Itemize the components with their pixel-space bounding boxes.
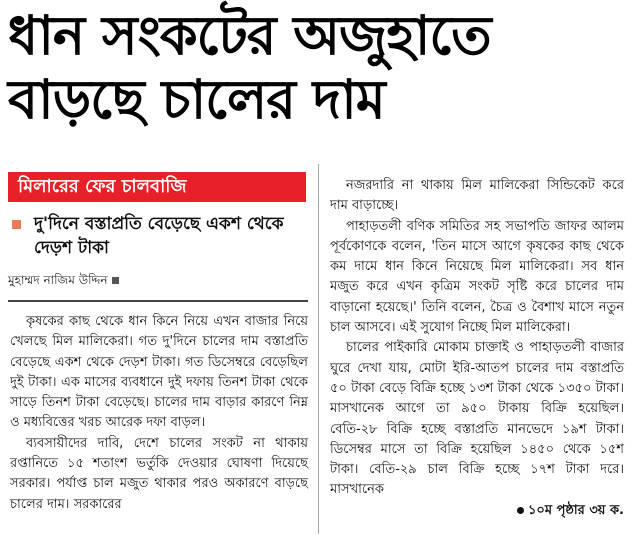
square-bullet-icon [12, 220, 21, 229]
article-column-2 [330, 176, 624, 521]
headline-line-1: ধান সংকটের অজুহাতে [8, 4, 491, 67]
section-banner: মিলারের ফের চালবাজি [8, 172, 306, 202]
paragraph: কৃষকের কাছ থেকে ধান কিনে নিয়ে এখন বাজার নিয়ে খেলছে মিল মালিকেরা। গত দু'দিনে চালের দাম বস্তাপ্রতি বেড়েছে একশ থেকে দেড়শ টাকা। গত ডিসেম্বরে বেড়েছিল দুই টাকা। এক মাসের ব্যবধানে দুই দফায় তিনশ টাকা থেকে সাড়ে তিনশ টাকা বেড়েছে। চালের দাম বাড়ার কারণে নিম্ন ও মধ্যবিত্তের খরচ আরেক দফা বাড়ল। [10, 314, 308, 431]
bullet-dot-icon [517, 507, 524, 514]
subheadline-text: দু'দিনে বস্তাপ্রতি বেড়েছে একশ থেকে দেড়শ টাকা [34, 214, 284, 258]
headline [8, 4, 628, 132]
continued-text: ১০ম পৃষ্ঠার ৩য় ক. [527, 502, 624, 518]
article-column-1 [10, 312, 308, 515]
paragraph: চালের পাইকারি মোকাম চাক্তাই ও পাহাড়তলী বাজার ঘুরে দেখা যায়, মোটা ইরি-আতপ চালের দাম বস্তাপ্রতি ৫০ টাকা বেড়ে বিক্রি হচ্ছে ১৩শ টাকা থেকে ১৩৫০ টাকা। মাসখানেক আগে তা ৯৫০ টাকায় বিক্রি হয়েছিল। বেতি-২৮ বিক্রি হচ্ছে বস্তাপ্রতি মানভেদে ১৯শ টাকা। ডিসেম্বর মাসে তা বিক্রি হয়েছিল ১৪৫০ থেকে ১৫শ টাকা। বেতি-২৯ চাল বিক্রি হচ্ছে ১৭শ টাকা দরে। মাসখানেক [330, 340, 624, 498]
paragraph: ব্যবসায়ীদের দাবি, দেশে চালের সংকট না থাকায় রপ্তানিতে ১৫ শতাংশ ভর্তুকি দেওয়ার ঘোষণা দিয়েছে সরকার। পর্যাপ্ত চাল মজুত থাকার পরও অকারণে বাড়ছে চালের দাম। সরকারের [10, 435, 308, 512]
continued-note [330, 501, 624, 521]
byline-rule [8, 300, 308, 302]
square-marker-icon [112, 277, 119, 284]
paragraph: পাহাড়তলী বণিক সমিতির সহ সভাপতি জাফর আলম পূর্বকোণকে বলেন, 'তিন মাসে আগে কৃষকের কাছ থেকে কম দামে ধান কিনে নিয়েছে মিল মালিকেরা। সব ধান মজুত করে এখন কৃত্রিম সংকট সৃষ্টি করে চালের দাম বাড়ানো হয়েছে।' তিনি বলেন, চৈত্র ও বৈশাখ মাসে নতুন চাল আসবে। এই সুযোগ নিচ্ছে মিল মালিকেরা। [330, 218, 624, 336]
headline-line-2: বাড়ছে চালের দাম [8, 68, 385, 131]
column-divider [318, 164, 319, 534]
paragraph: নজরদারি না থাকায় মিল মালিকেরা সিন্ডিকেট করে দাম বাড়াচ্ছে। [330, 178, 624, 214]
subheadline [8, 212, 306, 260]
byline [8, 272, 119, 292]
author-name: মুহাম্মদ নাজিম উদ্দিন [8, 273, 108, 287]
